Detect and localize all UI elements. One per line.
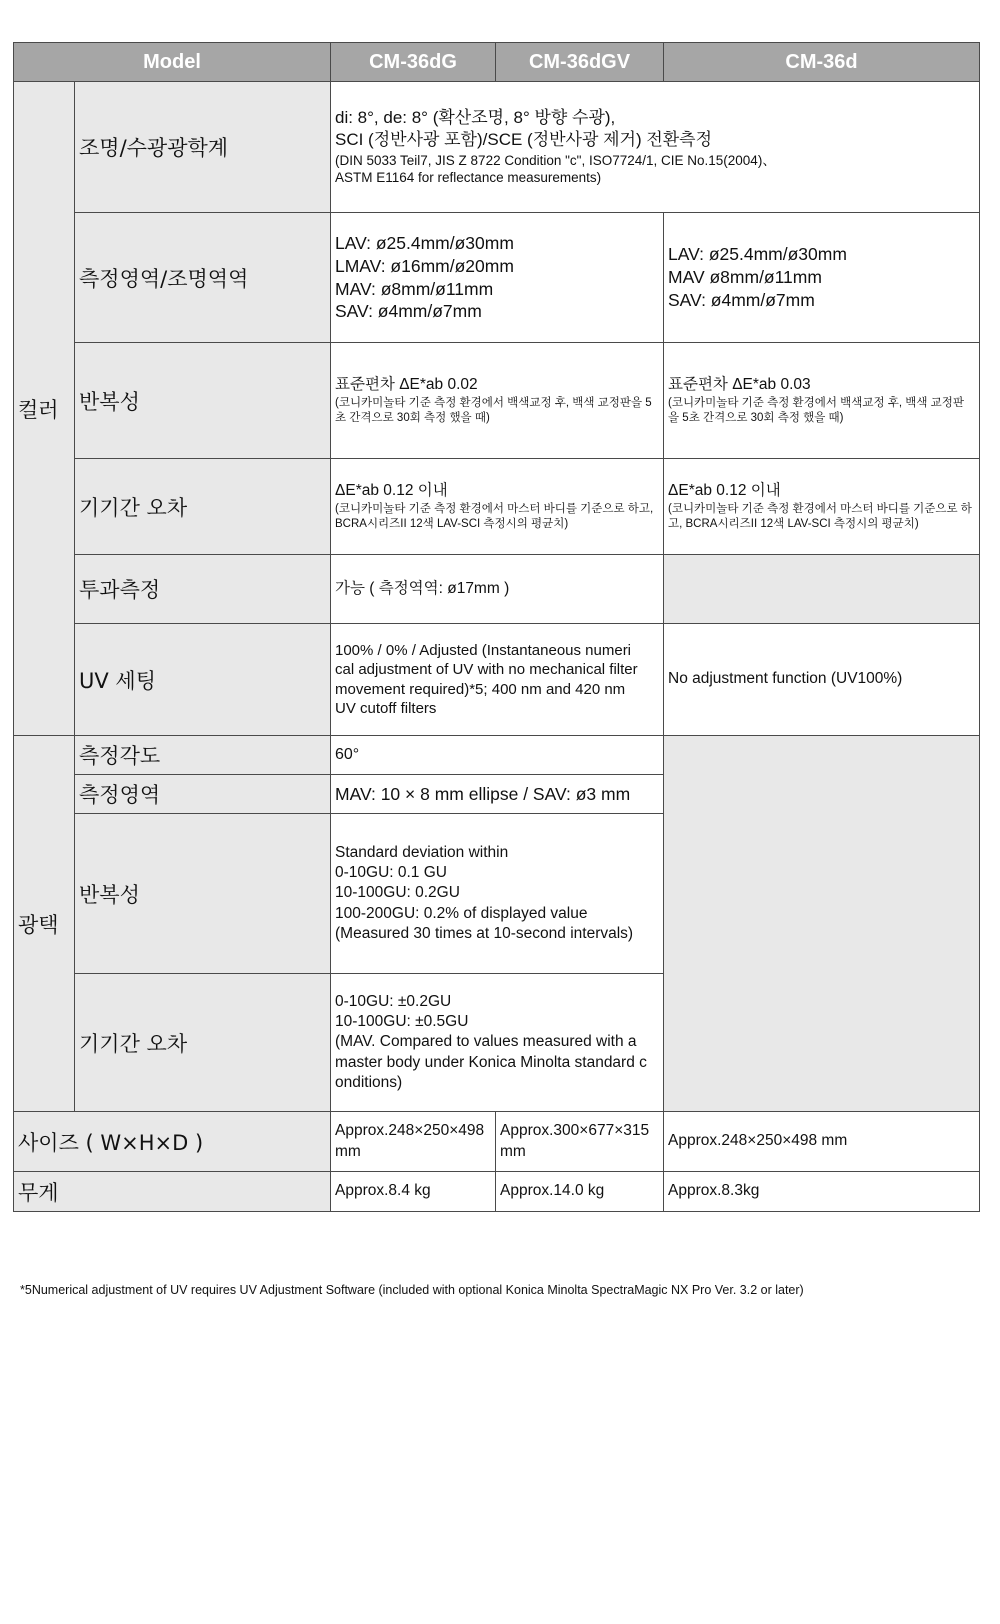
area-d-line: LAV: ø25.4mm/ø30mm xyxy=(668,244,847,265)
repeatability-d-note: (코니카미놀타 기준 측정 환경에서 백색교정 후, 백색 교정판을 5초 간격으로 30회 측정 했을 때) xyxy=(668,396,965,424)
size-dg-line: mm xyxy=(335,1142,361,1160)
gloss-agreement-line: 10-100GU: ±0.5GU xyxy=(335,1013,469,1031)
row-size xyxy=(14,1112,980,1172)
size-dgv-line: Approx.300×677×315 xyxy=(500,1122,650,1140)
gloss-repeatability-line: Standard deviation within xyxy=(335,844,509,862)
value-area-d xyxy=(664,213,980,343)
value-gloss-area: MAV: 10 × 8 mm ellipse / SAV: ø3 mm xyxy=(331,775,664,814)
value-size-dg xyxy=(331,1112,496,1172)
gloss-agreement-line: master body under Konica Minolta standard c xyxy=(335,1053,647,1071)
empty-cell xyxy=(664,736,980,1112)
label-uv: UV 세팅 xyxy=(75,624,331,736)
label-gloss-agreement: 기기간 오차 xyxy=(75,974,331,1112)
area-dg-line: LAV: ø25.4mm/ø30mm xyxy=(335,233,514,253)
row-weight xyxy=(14,1172,980,1212)
header-row xyxy=(14,43,980,82)
gloss-agreement-line: onditions) xyxy=(335,1073,403,1091)
value-gloss-angle: 60° xyxy=(331,736,664,775)
spec-table xyxy=(13,42,980,1212)
optics-line-1: di: 8°, de: 8° (확산조명, 8° 방향 수광), xyxy=(335,108,616,128)
label-repeatability: 반복성 xyxy=(75,343,331,459)
value-size-dgv xyxy=(496,1112,664,1172)
optics-line-2: SCI (정반사광 포함)/SCE (정반사광 제거) 전환측정 xyxy=(335,130,713,150)
agreement-d-note: (코니카미놀타 기준 측정 환경에서 마스터 바디를 기준으로 하고, BCRA시리즈II 12색 LAV-SCI 측정시의 평균치) xyxy=(668,502,972,530)
label-gloss-repeatability: 반복성 xyxy=(75,814,331,974)
label-optics: 조명/수광광학계 xyxy=(75,82,331,213)
value-repeatability-d xyxy=(664,343,980,459)
category-gloss: 광택 xyxy=(14,736,75,1112)
repeatability-d-main: 표준편차 ΔE*ab 0.03 xyxy=(668,376,811,394)
category-color: 컬러 xyxy=(14,82,75,736)
value-agreement-dg xyxy=(331,459,664,555)
row-repeatability xyxy=(14,343,980,459)
gloss-agreement-line: (MAV. Compared to values measured with a xyxy=(335,1033,637,1051)
area-d-line: SAV: ø4mm/ø7mm xyxy=(668,289,815,310)
repeatability-dg-main: 표준편차 ΔE*ab 0.02 xyxy=(335,376,478,394)
label-transmission: 투과측정 xyxy=(75,555,331,624)
value-gloss-agreement xyxy=(331,974,664,1112)
label-gloss-angle: 측정각도 xyxy=(75,736,331,775)
value-gloss-repeatability xyxy=(331,814,664,974)
area-dg-line: SAV: ø4mm/ø7mm xyxy=(335,301,482,322)
gloss-repeatability-line: (Measured 30 times at 10-second intervals) xyxy=(335,924,634,942)
label-weight: 무게 xyxy=(14,1172,331,1212)
agreement-d-main: ΔE*ab 0.12 이내 xyxy=(668,482,781,500)
gloss-agreement-line: 0-10GU: ±0.2GU xyxy=(335,993,452,1011)
uv-dg-line: cal adjustment of UV with no mechanical filter xyxy=(335,661,638,678)
value-uv-dg xyxy=(331,624,664,736)
value-weight-d: Approx.8.3kg xyxy=(664,1172,980,1212)
label-size: 사이즈 ( W×H×D ) xyxy=(14,1112,331,1172)
model-cm36d: CM-36d xyxy=(664,43,980,82)
gloss-repeatability-line: 0-10GU: 0.1 GU xyxy=(335,864,447,882)
value-repeatability-dg xyxy=(331,343,664,459)
uv-dg-line: UV cutoff filters xyxy=(335,700,437,717)
gloss-repeatability-line: 10-100GU: 0.2GU xyxy=(335,884,460,902)
label-area: 측정영역/조명역역 xyxy=(75,213,331,343)
label-agreement: 기기간 오차 xyxy=(75,459,331,555)
model-header: Model xyxy=(14,43,331,82)
value-optics xyxy=(331,82,980,213)
area-dg-line: LMAV: ø16mm/ø20mm xyxy=(335,255,514,276)
gloss-repeatability-line: 100-200GU: 0.2% of displayed value xyxy=(335,904,588,922)
size-dg-line: Approx.248×250×498 xyxy=(335,1122,485,1140)
model-cm36dgv: CM-36dGV xyxy=(496,43,664,82)
row-uv xyxy=(14,624,980,736)
area-dg-line: MAV: ø8mm/ø11mm xyxy=(335,278,494,299)
optics-line-4: ASTM E1164 for reflectance measurements) xyxy=(335,170,602,186)
area-d-line: MAV ø8mm/ø11mm xyxy=(668,267,822,288)
row-optics xyxy=(14,82,980,213)
size-dgv-line: mm xyxy=(500,1142,526,1160)
uv-dg-line: 100% / 0% / Adjusted (Instantaneous numeri xyxy=(335,641,632,659)
value-size-d: Approx.248×250×498 mm xyxy=(664,1112,980,1172)
repeatability-dg-note: (코니카미놀타 기준 측정 환경에서 백색교정 후, 백색 교정판을 5초 간격으로 30회 측정 했을 때) xyxy=(335,396,652,424)
model-cm36dg: CM-36dG xyxy=(331,43,496,82)
agreement-dg-note: (코니카미놀타 기준 측정 환경에서 마스터 바디를 기준으로 하고, BCRA시리즈II 12색 LAV-SCI 측정시의 평균치) xyxy=(335,502,654,530)
value-weight-dgv: Approx.14.0 kg xyxy=(496,1172,664,1212)
value-agreement-d xyxy=(664,459,980,555)
row-gloss-angle xyxy=(14,736,980,775)
value-weight-dg: Approx.8.4 kg xyxy=(331,1172,496,1212)
empty-cell xyxy=(664,555,980,624)
optics-line-3: (DIN 5033 Teil7, JIS Z 8722 Condition "c", ISO7724/1, CIE No.15(2004)、 xyxy=(335,152,776,168)
label-gloss-area: 측정영역 xyxy=(75,775,331,814)
agreement-dg-main: ΔE*ab 0.12 이내 xyxy=(335,482,448,500)
uv-dg-line: movement required)*5; 400 nm and 420 nm xyxy=(335,680,626,698)
row-area xyxy=(14,213,980,343)
value-uv-d: No adjustment function (UV100%) xyxy=(664,624,980,736)
value-area-dg xyxy=(331,213,664,343)
value-transmission: 가능 ( 측정역역: ø17mm ) xyxy=(331,555,664,624)
row-agreement xyxy=(14,459,980,555)
footnote: *5Numerical adjustment of UV requires UV Adjustment Software (included with optional Konica Minolta SpectraMagic NX Pro Ver. 3.2 or later) xyxy=(20,1283,804,1297)
row-transmission xyxy=(14,555,980,624)
